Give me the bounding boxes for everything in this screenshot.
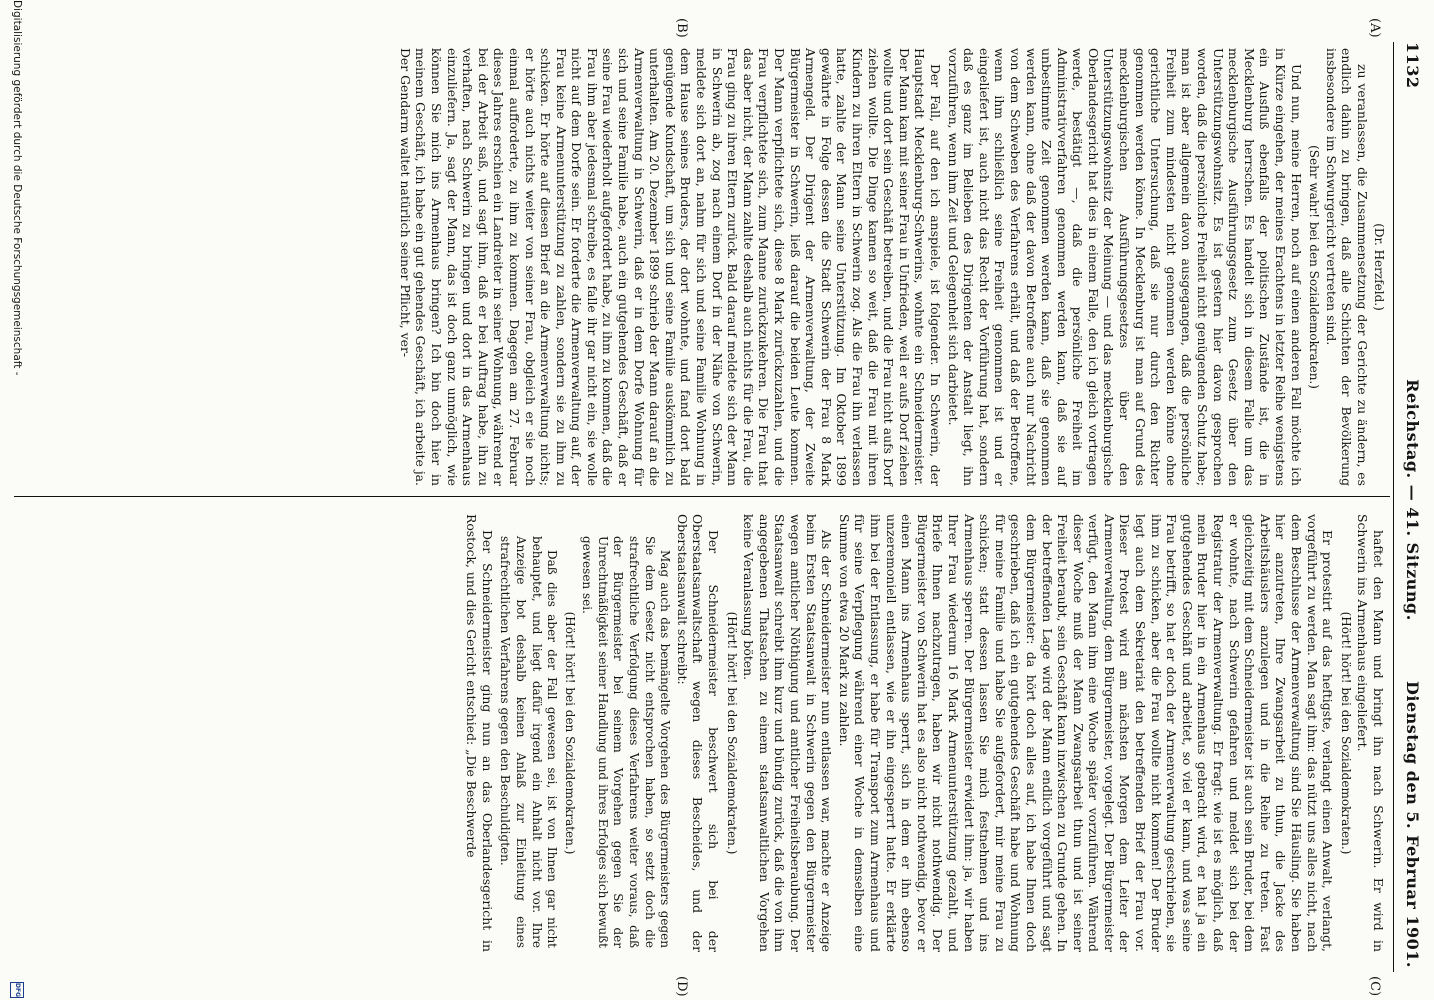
speaker-name: (Dr. Herzfeld.) [1372,223,1386,311]
session-title: Reichstag. — 41. Sitzung. [1403,379,1422,621]
quoted-passage: Daß dies aber der Fall gewesen sei, ist von Ihnen gar nicht behauptet, und liegt dafür irgend ein Anhalt nicht vor. Ihre Anzeige bot deshalb keinen Anlaß zur Einleitung eines strafrechtlichen Verfahrens gegen den Beschuldigten. [498,536,560,948]
interjection: (Sehr wahr! bei den Sozialdemokraten.) [1307,145,1322,389]
margin-marker-b: (B) [674,18,689,38]
page-number: 1132 [1403,42,1422,89]
paragraph: Er protestirt auf das heftigste, verlangt einen Anwalt, verlangt, vorgeführt zu werden. Man sagt ihm: das nützt uns alles nicht, nach dem Beschlusse der Armenverwaltung sind Sie Häusling. Sie haben hier anzutreten, Ihre Zwangsarbeit zu thun, die Jacke des Arbeitshäuslers anzulegen und in die Reihe zu treten. Fast gleichzeitig mit dem Schneidermeister ist auch sein Bruder, bei dem er wohnte, nach Schwerin gefahren und meldet sich bei der Registratur der Armenverwaltung. Er fragt: wie ist es möglich, daß mein Bruder hier in ein Armenhaus gebracht wird, er hat ja ein gutgehendes Geschäft und arbeitet, so viel er kann, und was seine Frau betrifft, so hat er doch der Armenverwaltung geschrieben, sie ihm zu schicken, aber die Frau wollte nicht kommen! Der Bruder legt auch dem Sekretariat den betreffenden Brief der Frau vor. Dieser Protest wird am nächsten Morgen dem Leiter der Armenverwaltung, dem Bürgermeister, vorgelegt. Der Bürgermeister verfügt, den Mann ihm eine Woche später vorzuführen. Während dieser Woche muß der Mann Zwangsarbeit thun und ist seiner Freiheit beraubt, sein Geschäft kann inzwischen zu Grunde gehen. In der betreffenden Lage wird der Mann endlich vorgeführt und sagt dem Bürgermeister: da hört doch alles auf, ich habe Ihnen doch geschrieben, daß ich ein gutgehendes Geschäft habe und Wohnung für meine Familie und habe Sie aufgefordert, mir meine Frau zu schicken; statt dessen lassen Sie mich festnehmen und ins Armenhaus sperren. Der Bürgermeister erwidert ihm: ja, wir haben Ihrer Frau wiederum 16 Mark Armenunterstützung gezahlt, und Briefe Ihnen nachzutragen, haben wir nicht nothwendig. Der Bürgermeister von Schwerin hat es also nicht nothwendig, bevor er einen Mann ins Armenhaus sperrt, sich in dem er ihn ebenso unzeremoniell entlassen, wie er ihn eingesperrt hatte. Er erklärte ihm bei der Entlassung, er habe für Transport zum Armenhaus und für seine Verpflegung während einer Woche in demselben eine Summe von etwa 20 Mark zu zahlen. [836,514,1336,952]
digitization-footer [3,0,27,1000]
paragraph: haftet den Mann und bringt ihn nach Schwerin. Er wird in Schwerin ins Armenhaus eingeliefert. [1355,514,1386,952]
paragraph: Als der Schneidermeister nun entlassen war, machte er Anzeige beim Ersten Staatsanwalt in Schwerin gegen den Bürgermeister wegen amtlicher Nöthigung und amtlicher Freiheitsberaubung. Der Staatsanwalt schreibt ihm kurz und bündig zurück, daß die von ihm angegebenen Thatsachen zu einem staatsanwaltlichen Vorgehen keine Veranlassung böten. [741,514,835,952]
paragraph: zu veranlassen, die Zusammensetzung der Gerichte zu ändern, es endlich dahin zu bringen, daß alle Schichten der Bevölkerung insbesondere im Schwurgericht vertreten sind. [1323,48,1370,486]
funding-note: Digitalisierung gefördert durch die Deutsche Forschungsgemeinschaft - [11,0,23,376]
paragraph: Der Fall, auf den ich anspiele, ist folgender. In Schwerin, der Hauptstadt Mecklenburg-Schwerins, wohnte ein Schneidermeister. Der Mann kam mit seiner Frau in Unfrieden, weil er aufs Dorf ziehen wollte und dort sein Geschäft betreiben, und die Frau nicht aufs Dorf ziehen wollte. Die Dinge kamen so weit, daß die Frau mit ihren Kindern zu ihren Eltern in Schwerin zog. Als die Frau ihn verlassen hatte, zahlte der Mann seine Unterstützung. Im Oktober 1899 gewährte in Folge dessen die Stadt Schwerin der Frau 8 Mark Armengeld. Der Dirigent der Armenverwaltung, der Zweite Bürgermeister in Schwerin, ließ darauf die beiden Leute kommen. Der Mann verpflichtete sich, diese 8 Mark zurückzuzahlen, und die Frau verpflichtete sich, zum Manne zurückzukehren. Die Frau that das aber nicht, der Mann zahlte deshalb auch nichts für die Frau, die Frau ging zu ihren Eltern zurück. Bald darauf meldete sich der Mann in Schwerin ab, zog nach einem Dorf in der Nähe von Schwerin, meldete sich dort an, nahm für sich und seine Familie Wohnung in dem Hause seines Bruders, der dort wohnte, und fand dort bald genügende Kundschaft, um sich und seine Familie auskömmlich zu unterhalten. Am 20. Dezember 1899 schrieb der Mann darauf an die Armenverwaltung in Schwerin, daß er in dem Dorfe Wohnung für sich und seine Familie habe, auch ein gutgehendes Geschäft, daß er seine Frau wiederholt aufgefordert habe, zu ihm zu kommen, daß die Frau ihm aber jedesmal schreibe, es falle ihr gar nicht ein, sie wolle nicht auf dem Dorfe sein. Er forderte die Armenverwaltung auf, der Frau keine Armenunterstützung zu zahlen, sondern sie zu ihm zu schicken. Er hörte auf diesen Brief an die Armenverwaltung nichts; er hörte auch nichts weiter von seiner Frau, obgleich er sie noch einmal aufforderte, zu ihm zu kommen. Dagegen am 27. Februar dieses Jahres erschien ein Landreiter in seiner Wohnung, während er bei der Arbeit saß, und sagt ihm, daß er bei Auftrag habe, ihn zu verhaften, nach Schwerin zu bringen und dort in das Armenhaus einzuliefern. Ja, sagt der Mann, das ist doch ganz unmöglich, wie können Sie mich ins Armenhaus bringen? Ich bin doch hier in meinem Geschäft, ich habe ein gut gehendes Geschäft, ich arbeite ja. Der Gendarm waltet natürlich seiner Pflicht, ver- [397,48,943,486]
left-column [395,48,1386,486]
margin-marker-a: (A) [1367,18,1382,38]
paragraph: Und nun, meine Herren, noch auf einen anderen Fall möchte ich in Kürze eingehen, der meines Erachtens in letzter Reihe wenigstens ein Ausfluß ebenfalls der politischen Zustände ist, die in Mecklenburg herrschen. Es handelt sich in diesem Falle um das mecklenburgische Ausführungsgesetz zum Gesetz über den Unterstützungswohnsitz. Es ist gestern hier davon gesprochen worden, daß die persönliche Freiheit nicht genügenden Schutz habe; man ist aber allgemein davon ausgegangen, daß die persönliche Freiheit zum mindesten nicht genommen werden könne ohne gerichtliche Untersuchung, daß sie nur durch den Richter genommen werden könne. In Mecklenburg ist man auf Grund des mecklenburgischen Ausführungsgesetzes über den Unterstützungswohnsitz der Meinung — und das mecklenburgische Oberlandesgericht hat dies in einem Falle, den ich gleich vortragen werde, bestätigt —, daß die persönliche Freiheit im Administrativverfahren genommen werden kann, daß sie auf unbestimmte Zeit genommen werden kann, daß sie genommen werden kann, ohne daß der davon Betroffene auch nur Nachricht von dem Schweben des Verfahrens erhält, und daß der Betroffene, wenn ihm schließlich seine Freiheit genommen ist und er eingeliefert ist, auch nicht das Recht der Vorführung hat, sondern daß es ganz im Belieben des Dirigenten der Anstalt liegt, ihn vorzuführen, wenn ihm Zeit und Gelegenheit sich darbietet. [945,48,1304,486]
column-divider [14,496,1390,497]
dfg-logo-icon: DFG [10,982,24,998]
margin-marker-c: (C) [1367,976,1382,997]
header-rule [1393,42,1394,972]
interjection: (Hört! hört! bei den Sozialdemokraten.) [1338,611,1353,855]
paragraph: Der Schneidermeister beschwert sich bei der Oberstaatsanwaltschaft wegen dieses Bescheides, und der Oberstaatsanwalt schreibt: [674,514,722,952]
session-date: Dienstag den 5. Februar 1901. [1403,680,1422,968]
paragraph: Der Schneidermeister ging nun an das Oberlandesgericht in Rostock, und dies Gericht entschied: „Die Beschwerde [464,514,495,952]
page-header [1394,0,1428,1000]
right-column [462,514,1386,952]
interjection: (Hört! hört! bei den Sozialdemokraten.) [724,611,739,855]
quoted-passage: Mag auch das bemängelte Vorgehen des Bürgermeisters gegen Sie dem Gesetz nicht entsprochen haben, so setzt doch die strafrechtliche Verfolgung dieses Verfahrens weiter voraus, daß der Bürgermeister bei seinem Vorgehen gegen Sie der Unrechtmäßigkeit seiner Handlung und ihres Erfolges sich bewußt gewesen sei. [580,536,673,948]
interjection: (Hört! hört! bei den Sozialdemokraten.) [562,611,577,855]
margin-marker-d: (D) [674,976,689,997]
